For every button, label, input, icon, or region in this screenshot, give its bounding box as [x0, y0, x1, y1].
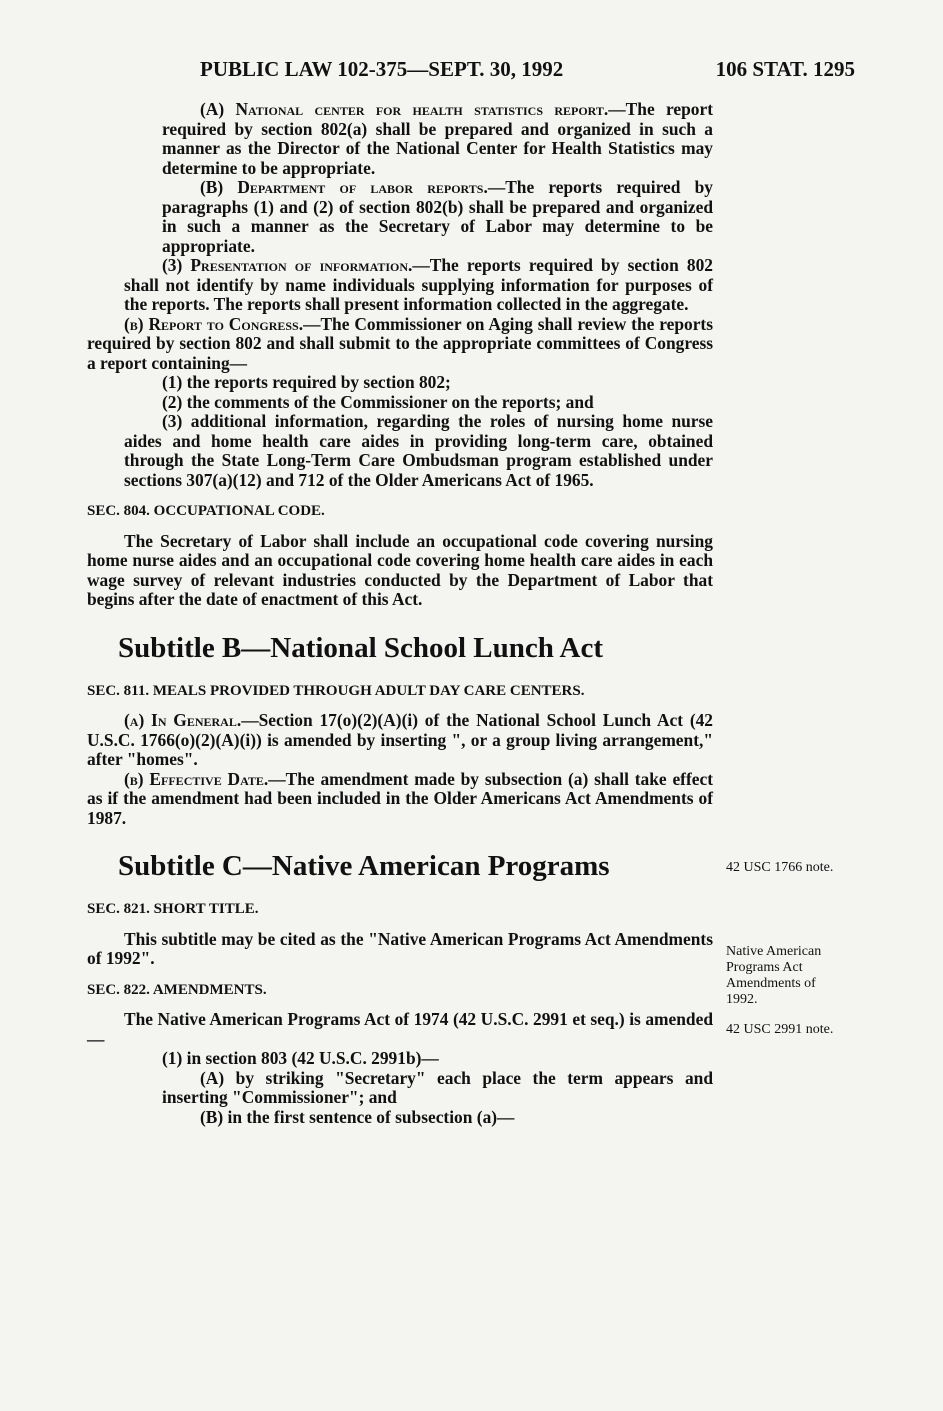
section-821-text: This subtitle may be cited as the "Native American Programs Act Amendments of 1992". [87, 928, 713, 968]
paragraph-B-label: (B) Department of labor reports. [200, 177, 488, 197]
margin-note-usc-2991: 42 USC 2991 note. [726, 1022, 834, 1037]
section-822-heading: SEC. 822. AMENDMENTS. [87, 981, 267, 998]
paragraph-3-label: (3) Presentation of information. [162, 255, 413, 275]
subtitle-c-heading: Subtitle C—Native American Programs [118, 850, 610, 882]
section-821-heading: SEC. 821. SHORT TITLE. [87, 901, 259, 917]
header-stat-page: 106 STAT. 1295 [715, 57, 855, 81]
section-811-a-text: —Section 17(o)(2)(A)(i) of the National School Lunch Act (42 U.S.C. 1766(o)(2)(A)(i)) is amended by inserting ", or a group living arrangement," after "homes". [87, 710, 713, 769]
paragraph-3 [87, 256, 713, 315]
margin-note-usc-1766: 42 USC 1766 note. [726, 860, 834, 875]
paragraph-B-text: —The reports required by paragraphs (1) and (2) of section 802(b) shall be prepared and organized in such a manner as the Secretary of Labor may determine to be appropriate. [162, 177, 713, 256]
paragraph-b-label: (b) Report to Congress. [124, 313, 304, 334]
margin-note-native-american-act: Native American Programs Act Amendments of 1992. [726, 944, 822, 1007]
section-811-b-label: (b) Effective Date. [124, 768, 269, 789]
paragraph-A [87, 100, 713, 178]
paragraph-b-2: (2) the comments of the Commissioner on the reports; and [162, 391, 594, 412]
section-811-a [87, 711, 713, 770]
paragraph-b-1: (1) the reports required by section 802; [162, 372, 451, 392]
paragraph-b-3: (3) additional information, regarding the roles of nursing home nurse aides and home health care aides in providing long-term care, obtained through the State Long-Term Care Ombudsman program established under sections 307(a)(12) and 712 of the Older Americans Act of 1965. [124, 411, 713, 490]
paragraph-B [87, 178, 713, 256]
document-body [87, 100, 713, 1127]
section-811-b-text: —The amendment made by subsection (a) shall take effect as if the amendment had been included in the Older Americans Act Amendments of 1987. [87, 768, 713, 828]
paragraph-A-text: —The report required by section 802(a) shall be prepared and organized in such a manner as the Director of the National Center for Health Statistics may determine to be appropriate. [162, 99, 713, 178]
section-822-item-A: (A) by striking "Secretary" each place the term appears and inserting "Commissioner"; and [162, 1067, 713, 1107]
paragraph-b-text: —The Commissioner on Aging shall review the reports required by section 802 and shall submit to the appropriate committees of Congress a report containing— [87, 313, 713, 373]
section-804-text: The Secretary of Labor shall include an occupational code covering nursing home nurse aides and an occupational code covering home health care aides in each wage survey of relevant industries conducted by the Department of Labor that begins after the date of enactment of this Act. [87, 530, 713, 609]
header-law-citation: PUBLIC LAW 102-375—SEPT. 30, 1992 [200, 57, 564, 81]
paragraph-3-text: —The reports required by section 802 shall not identify by name individuals supplying information for purposes of the reports. The reports shall present information collected in the aggregate. [124, 255, 713, 314]
section-822-item-1: (1) in section 803 (42 U.S.C. 2991b)— [162, 1048, 439, 1068]
subtitle-b-heading: Subtitle B—National School Lunch Act [118, 631, 604, 664]
section-822-item-B: (B) in the first sentence of subsection (a)— [200, 1106, 515, 1127]
section-811-heading: SEC. 811. MEALS PROVIDED THROUGH ADULT DAY CARE CENTERS. [87, 682, 585, 699]
section-822-text: The Native American Programs Act of 1974 (42 U.S.C. 2991 et seq.) is amended— [87, 1009, 713, 1049]
paragraph-b [87, 315, 713, 374]
section-804-heading: SEC. 804. OCCUPATIONAL CODE. [87, 503, 325, 519]
paragraph-A-label: (A) National center for health statistics report. [200, 99, 609, 119]
section-811-b [87, 770, 713, 829]
section-811-a-label: (a) In General. [124, 710, 242, 730]
